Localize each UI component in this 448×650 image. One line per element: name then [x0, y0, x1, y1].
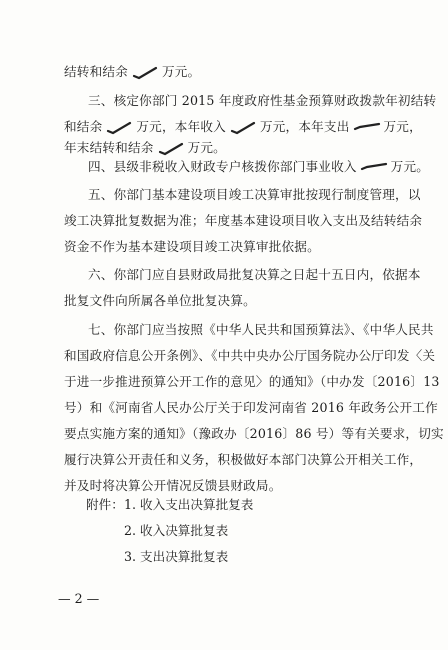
line-text: 并及时将决算公开情况反馈县财政局。	[64, 478, 282, 493]
line-text: 五、你部门基本建设项目竣工决算审批按现行制度管理，以	[88, 187, 421, 202]
line-text: 万元，本年支出	[259, 119, 350, 134]
text-line	[64, 239, 320, 255]
check-mark-icon	[104, 121, 134, 135]
text-line	[88, 267, 421, 283]
line-text: 和国政府信息公开条例》、《中共中央办公厅国务院办公厅印发〈关	[64, 348, 436, 363]
annex-item: 1. 收入支出决算批复表	[124, 497, 254, 512]
line-text: 于进一步推进预算公开工作的意见〉的通知》（中办发〔2016〕13	[64, 374, 440, 389]
text-line	[64, 478, 282, 494]
text-line	[64, 374, 440, 390]
line-text: 竣工决算批复数据为准；年度基本建设项目收入支出及结转结余	[64, 213, 423, 228]
text-line	[64, 213, 422, 229]
text-line	[88, 322, 434, 338]
line-text: 履行决算公开责任和义务，积极做好本部门决算公开相关工作，	[64, 452, 423, 467]
text-line	[64, 293, 256, 309]
line-text: 结转和结余	[64, 64, 128, 79]
check-mark-icon	[352, 121, 382, 135]
line-text: 万元。	[390, 159, 430, 174]
line-text: 号）和《河南省人民办公厅关于印发河南省 2016 年政务公开工作	[64, 400, 438, 415]
line-text: 批复文件向所属各单位批复决算。	[64, 293, 256, 308]
text-line	[64, 348, 435, 364]
line-text: 万元，	[383, 119, 422, 134]
text-line	[64, 119, 422, 135]
text-line	[88, 159, 429, 175]
line-text: 要点实施方案的通知》（豫政办〔2016〕86 号）等有关要求，切实	[64, 426, 444, 441]
line-text: 七、你部门应当按照《中华人民共和国预算法》、《中华人民共	[88, 322, 434, 337]
page-number: — 2 —	[58, 591, 100, 606]
line-text: 万元，本年收入	[136, 119, 226, 134]
text-line	[64, 64, 200, 80]
line-text: 资金不作为基本建设项目竣工决算审批依据。	[64, 239, 320, 254]
line-text: 四、县级非税收入财政专户核拨你部门事业收入	[88, 159, 357, 174]
annex-item: 3. 支出决算批复表	[124, 549, 229, 564]
annex-label: 附件：	[86, 497, 124, 512]
check-mark-icon	[228, 121, 258, 135]
check-mark-icon	[359, 161, 389, 175]
line-text: 万元。	[161, 64, 201, 79]
text-line	[64, 140, 226, 156]
text-line	[64, 400, 438, 416]
check-mark-icon	[156, 142, 186, 156]
line-text: 万元。	[187, 140, 226, 155]
annex-item: 2. 收入决算批复表	[124, 523, 229, 538]
text-line	[88, 187, 421, 203]
line-text: 年末结转和结余	[64, 140, 154, 155]
check-mark-icon	[130, 66, 160, 80]
text-line	[64, 452, 422, 468]
line-text: 三、核定你部门 2015 年度政府性基金预算财政拨款年初结转	[88, 93, 437, 108]
text-line	[64, 426, 444, 442]
line-text: 和结余	[64, 119, 103, 134]
text-line	[88, 93, 436, 109]
line-text: 六、你部门应自县财政局批复决算之日起十五日内，依据本	[88, 267, 421, 282]
